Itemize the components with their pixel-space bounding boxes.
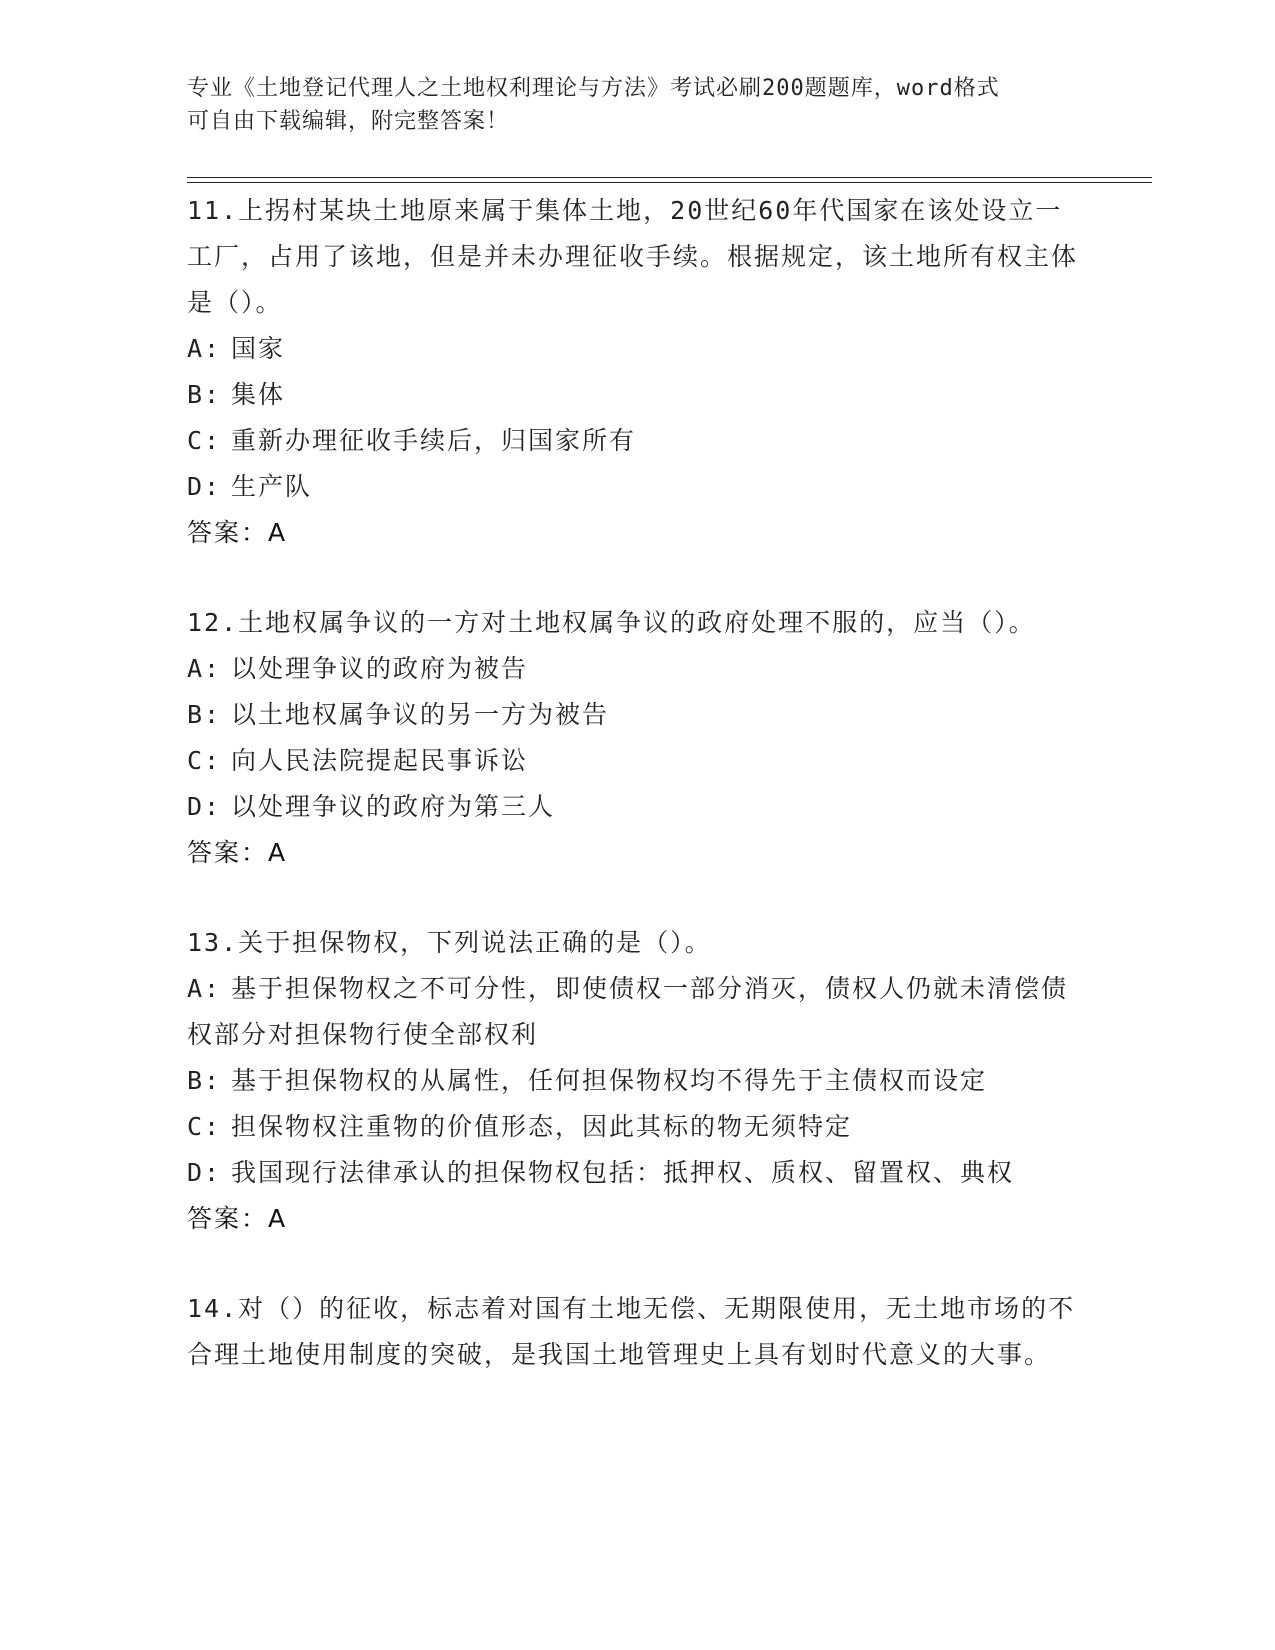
option-key: C: xyxy=(187,1112,222,1141)
option-key: A: xyxy=(187,974,222,1003)
option-key: D: xyxy=(187,792,222,821)
answer-text: 答案：A xyxy=(187,1204,288,1233)
question-text: 14.对（）的征收，标志着对国有土地无偿、无期限使用，无土地市场的不合理土地使用制度的突破，是我国土地管理史上具有划时代意义的大事。 xyxy=(187,1294,1076,1369)
header-divider-top xyxy=(187,177,1152,178)
option-text: 生产队 xyxy=(231,472,313,501)
question-item xyxy=(187,1286,1087,1378)
option-text: 以处理争议的政府为第三人 xyxy=(231,792,556,821)
option-key: D: xyxy=(187,472,222,501)
option-text: 集体 xyxy=(231,380,286,409)
option-key: C: xyxy=(187,746,222,775)
option-a xyxy=(187,326,1087,372)
option-text: 我国现行法律承认的担保物权包括：抵押权、质权、留置权、典权 xyxy=(231,1158,1015,1187)
answer-text: 答案：A xyxy=(187,518,288,547)
option-key: B: xyxy=(187,380,222,409)
option-c xyxy=(187,1104,1087,1150)
question-item xyxy=(187,920,1087,1242)
option-b xyxy=(187,692,1087,738)
option-key: A: xyxy=(187,334,222,363)
question-text: 13.关于担保物权，下列说法正确的是（）。 xyxy=(187,928,712,957)
header-line-2: 可自由下载编辑，附完整答案！ xyxy=(187,109,510,134)
document-header xyxy=(187,72,1067,138)
option-c xyxy=(187,738,1087,784)
option-d xyxy=(187,784,1087,830)
option-text: 基于担保物权的从属性，任何担保物权均不得先于主债权而设定 xyxy=(231,1066,988,1095)
header-divider-bottom xyxy=(187,182,1152,183)
option-d xyxy=(187,464,1087,510)
option-text: 以土地权属争议的另一方为被告 xyxy=(231,700,610,729)
option-key: B: xyxy=(187,1066,222,1095)
question-text: 12.土地权属争议的一方对土地权属争议的政府处理不服的，应当（）。 xyxy=(187,608,1036,637)
option-c xyxy=(187,418,1087,464)
option-b xyxy=(187,1058,1087,1104)
option-text: 基于担保物权之不可分性，即使债权一部分消灭，债权人仍就未清偿债权部分对担保物行使全部权利 xyxy=(187,974,1069,1049)
option-text: 以处理争议的政府为被告 xyxy=(231,654,529,683)
question-list xyxy=(187,188,1087,1422)
option-key: A: xyxy=(187,654,222,683)
option-d xyxy=(187,1150,1087,1196)
question-text: 11.上拐村某块土地原来属于集体土地，20世纪60年代国家在该处设立一工厂，占用了该地，但是并未办理征收手续。根据规定，该土地所有权主体是（）。 xyxy=(187,196,1079,317)
option-text: 重新办理征收手续后，归国家所有 xyxy=(231,426,637,455)
question-item xyxy=(187,600,1087,876)
option-text: 担保物权注重物的价值形态，因此其标的物无须特定 xyxy=(231,1112,853,1141)
option-key: D: xyxy=(187,1158,222,1187)
option-a xyxy=(187,646,1087,692)
option-text: 国家 xyxy=(231,334,286,363)
question-item xyxy=(187,188,1087,556)
option-key: C: xyxy=(187,426,222,455)
option-a xyxy=(187,966,1087,1058)
header-line-1: 专业《土地登记代理人之土地权利理论与方法》考试必刷200题题库，word格式 xyxy=(187,76,1000,101)
option-text: 向人民法院提起民事诉讼 xyxy=(231,746,529,775)
option-b xyxy=(187,372,1087,418)
option-key: B: xyxy=(187,700,222,729)
answer-text: 答案：A xyxy=(187,838,288,867)
